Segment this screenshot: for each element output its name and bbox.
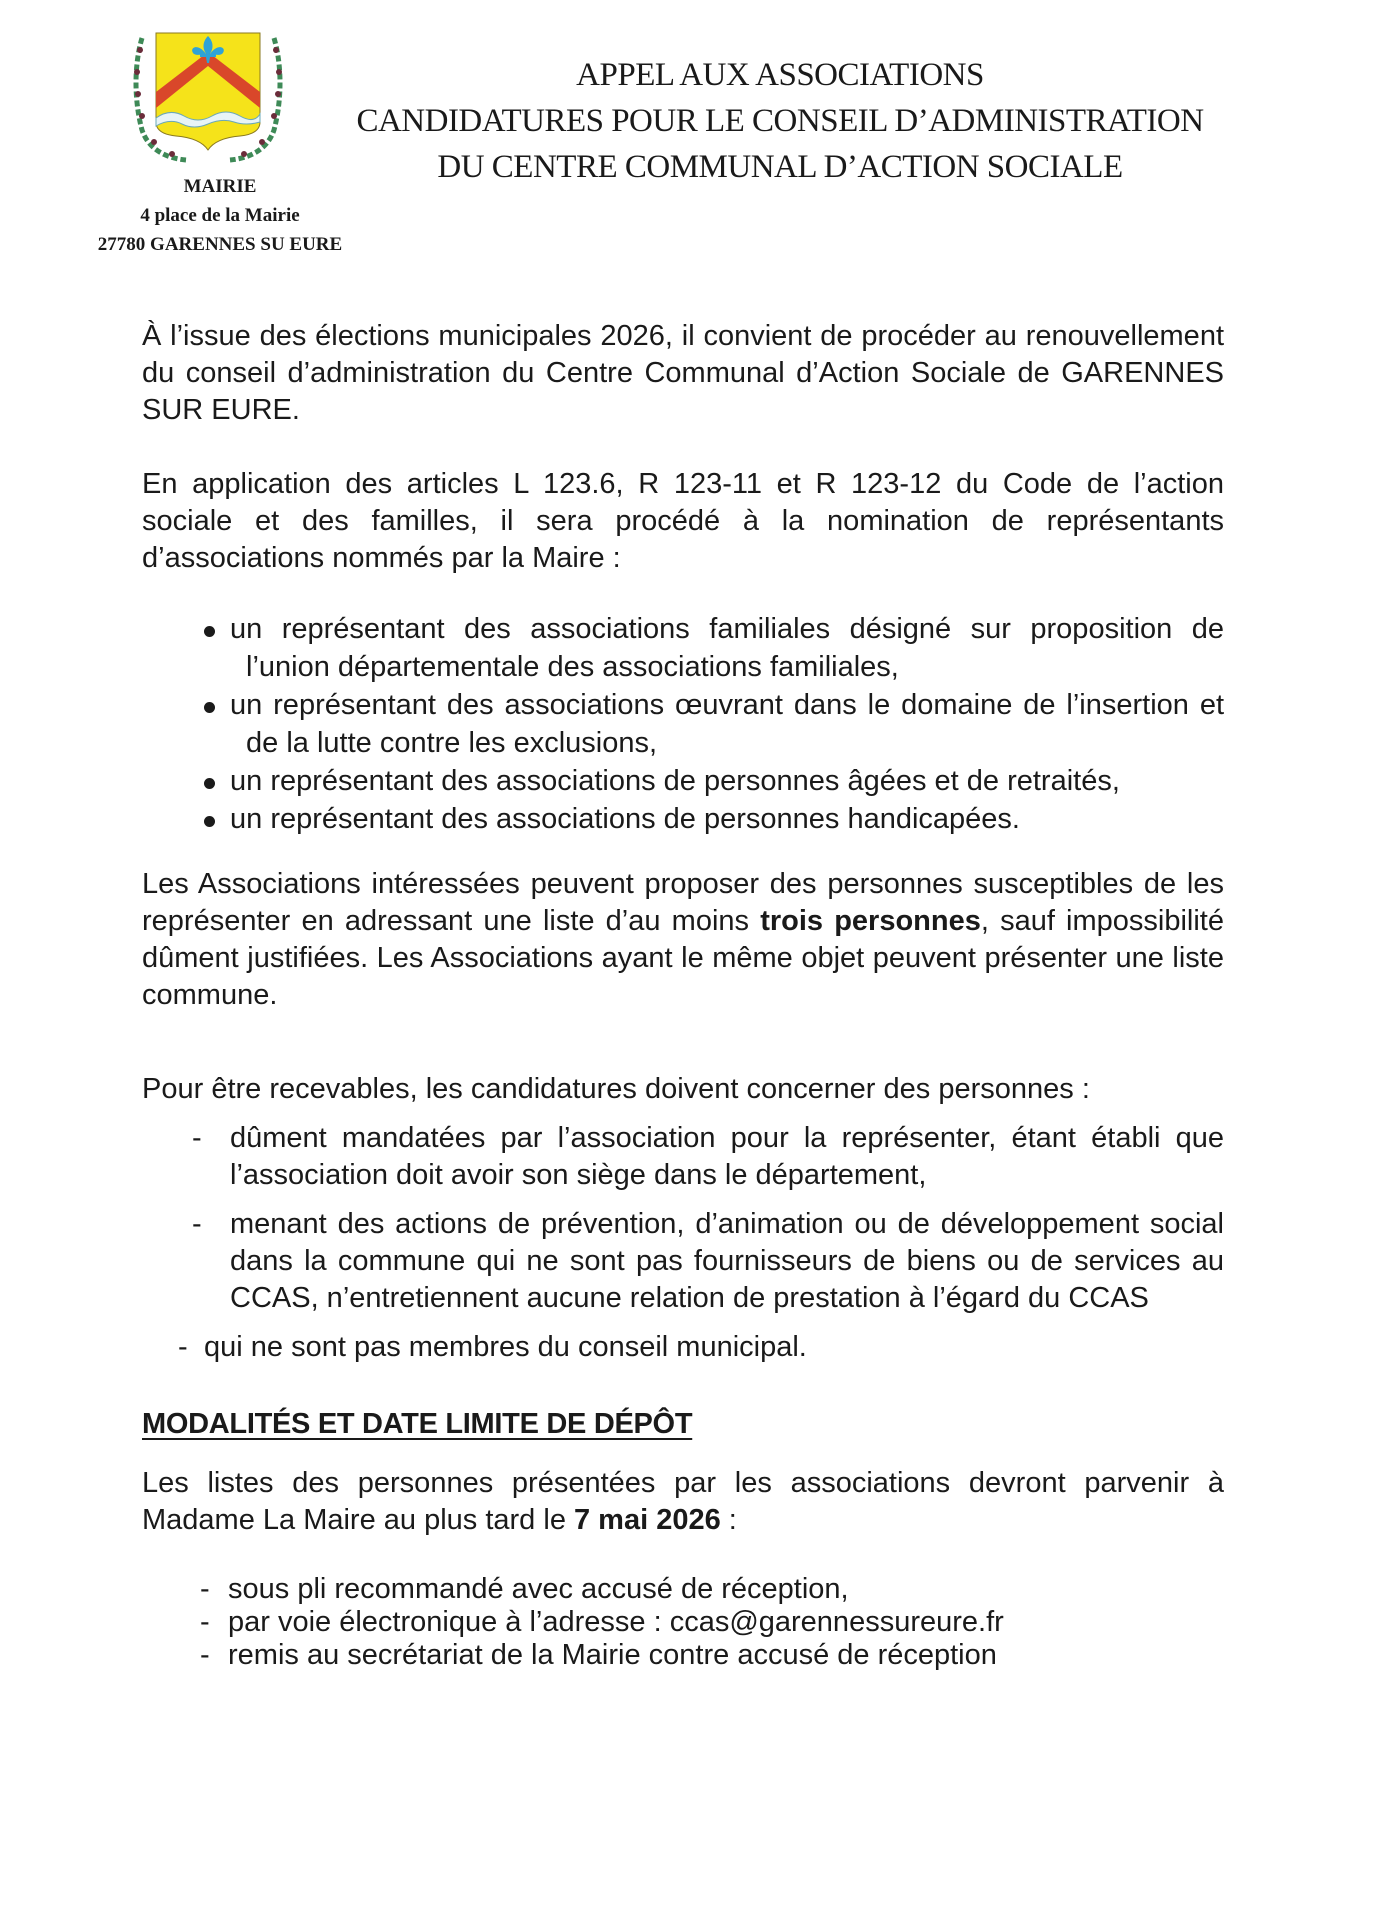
- deadline-heading: MODALITÉS ET DATE LIMITE DE DÉPÔT: [142, 1408, 693, 1440]
- intro-paragraph: À l’issue des élections municipales 2026, il convient de procéder au renouvellement du conseil d’administration du Centre Communal d’Action Sociale de GARENNES SUR EURE.: [142, 320, 1224, 426]
- mairie-label: MAIRIE: [183, 176, 257, 197]
- title-line-3: DU CENTRE COMMUNAL D’ACTION SOCIALE: [437, 149, 1123, 185]
- dash-icon: -: [192, 1208, 202, 1240]
- dash-icon: -: [178, 1331, 188, 1363]
- title-line-2: CANDIDATURES POUR LE CONSEIL D’ADMINISTRATION: [356, 103, 1204, 139]
- coat-of-arms-icon: [128, 30, 288, 165]
- application-paragraph: En application des articles L 123.6, R 123-11 et R 123-12 du Code de l’action sociale et des familles, il sera procédé à la nomination de représentants d’associations nommés par la Maire :: [142, 468, 1224, 574]
- page-title: [320, 52, 1240, 190]
- address-postal-city: 27780 GARENNES SU EURE: [97, 234, 343, 255]
- proposal-paragraph: Les Associations intéressées peuvent proposer des personnes susceptibles de les représenter en adressant une liste d’au moins trois personnes, sauf impossibilité dûment justifiées. Les Associations ayant le même objet peuvent présenter une liste commune.: [142, 868, 1224, 1011]
- list-item: - sous pli recommandé avec accusé de réception,: [200, 1573, 849, 1605]
- dash-icon: -: [192, 1122, 202, 1154]
- min-count-emphasis: trois personnes: [760, 905, 981, 937]
- list-item: un représentant des associations œuvrant dans le domaine de l’insertion et de la lutte contre les exclusions,: [204, 686, 1224, 762]
- list-item: - qui ne sont pas membres du conseil municipal.: [178, 1329, 1224, 1366]
- bullet-icon: [204, 702, 215, 713]
- list-item: [200, 1606, 1224, 1639]
- deadline-date: 7 mai 2026: [574, 1504, 721, 1536]
- list-item: - remis au secrétariat de la Mairie contre accusé de réception: [200, 1639, 997, 1671]
- list-item: un représentant des associations de personnes âgées et de retraités,: [204, 762, 1224, 800]
- bullet-icon: [204, 816, 215, 827]
- coat-of-arms-svg: [128, 30, 288, 165]
- list-item: un représentant des associations de personnes handicapées.: [204, 800, 1224, 838]
- list-item: - menant des actions de prévention, d’animation ou de développement social dans la commune qui ne sont pas fournisseurs de biens ou de services au CCAS, n’entretiennent aucune relation de prestation à l’égard du CCAS: [192, 1208, 1224, 1314]
- representatives-list: [142, 610, 1224, 838]
- eligibility-intro: Pour être recevables, les candidatures doivent concerner des personnes :: [142, 1073, 1090, 1105]
- deadline-paragraph: Les listes des personnes présentées par les associations devront parvenir à Madame La Maire au plus tard le 7 mai 2026 :: [142, 1467, 1224, 1536]
- email-method: par voie électronique à l’adresse : ccas@garennessureure.fr: [228, 1606, 1004, 1638]
- dash-icon: -: [200, 1573, 210, 1605]
- eligibility-list: [142, 1120, 1224, 1366]
- bullet-icon: [204, 626, 215, 637]
- document-body: [142, 318, 1224, 1672]
- dash-icon: -: [200, 1606, 210, 1638]
- title-line-1: APPEL AUX ASSOCIATIONS: [576, 57, 984, 93]
- dash-icon: -: [200, 1639, 210, 1671]
- submission-methods-list: [142, 1573, 1224, 1672]
- bullet-icon: [204, 778, 215, 789]
- list-item: - dûment mandatées par l’association pour la représenter, étant établi que l’association doit avoir son siège dans le département,: [192, 1122, 1224, 1191]
- list-item: un représentant des associations familiales désigné sur proposition de l’union départementale des associations familiales,: [204, 610, 1224, 686]
- address-street: 4 place de la Mairie: [140, 205, 300, 226]
